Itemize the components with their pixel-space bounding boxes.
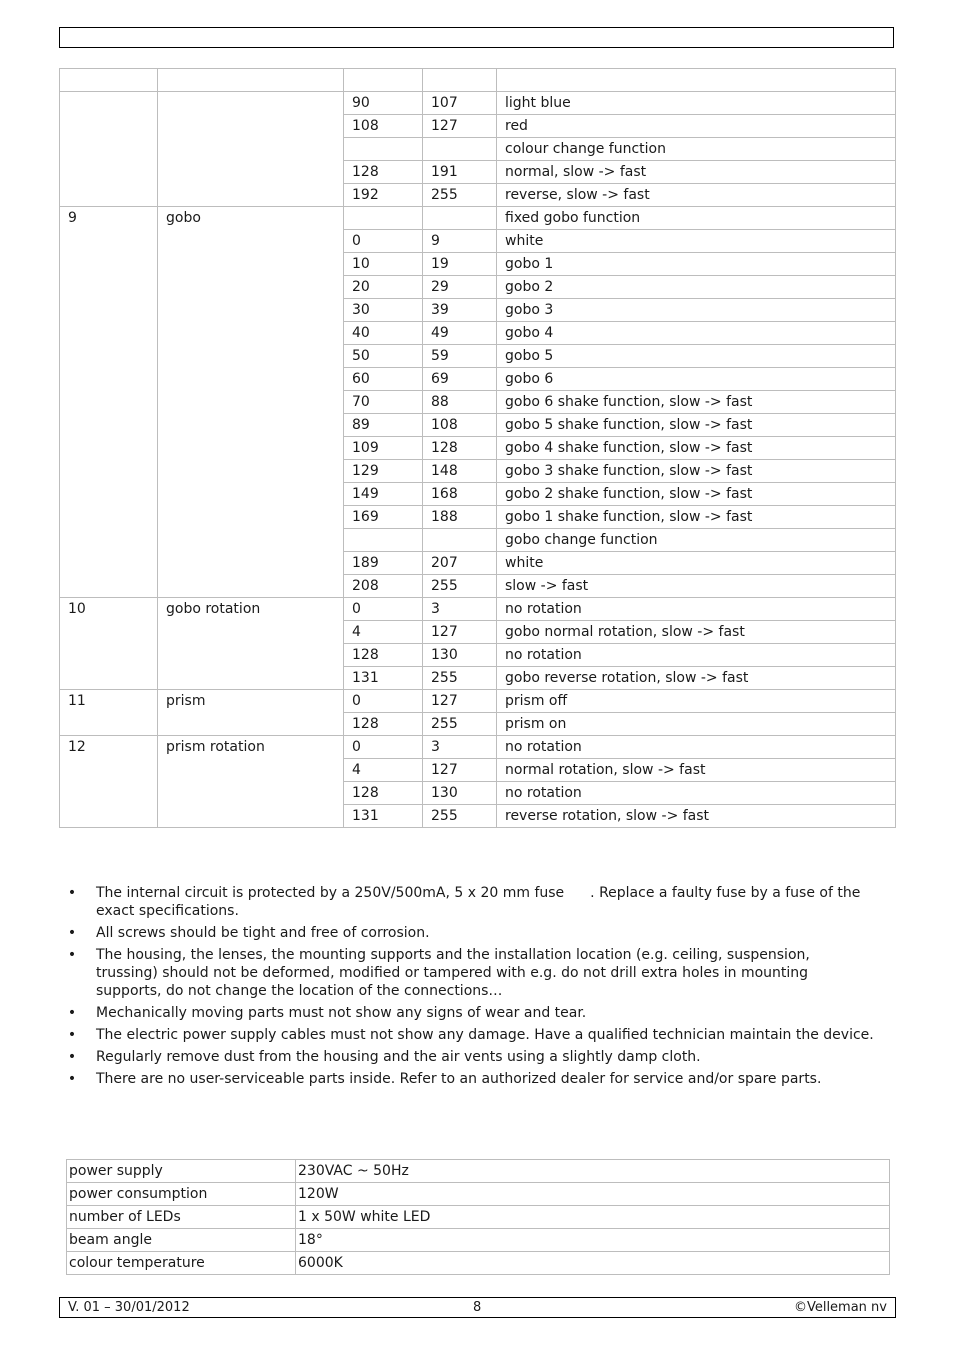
description-cell: reverse rotation, slow -> fast (497, 805, 896, 828)
to-value-cell: 255 (423, 184, 497, 207)
bullet: • (67, 1027, 77, 1043)
to-value-cell: 3 (423, 598, 497, 621)
from-value-cell: 0 (344, 598, 423, 621)
to-value-cell: 255 (423, 805, 497, 828)
spec-name-cell: number of LEDs (67, 1206, 296, 1229)
to-value-cell: 191 (423, 161, 497, 184)
from-value-cell: 109 (344, 437, 423, 460)
description-cell: gobo change function (497, 529, 896, 552)
description-cell: colour change function (497, 138, 896, 161)
from-value-cell: 20 (344, 276, 423, 299)
channel-cell: 10 (60, 598, 158, 690)
to-value-cell: 168 (423, 483, 497, 506)
bullet: • (67, 885, 77, 901)
to-value-cell: 9 (423, 230, 497, 253)
spec-name-cell: power supply (67, 1160, 296, 1183)
to-value-cell (423, 207, 497, 230)
page-footer (59, 1297, 896, 1318)
from-value-cell (344, 138, 423, 161)
table-row (60, 598, 896, 621)
description-cell: light blue (497, 92, 896, 115)
description-cell: normal rotation, slow -> fast (497, 759, 896, 782)
from-value-cell (344, 69, 423, 92)
from-value-cell: 149 (344, 483, 423, 506)
from-value-cell: 0 (344, 736, 423, 759)
description-cell: slow -> fast (497, 575, 896, 598)
description-cell: gobo 6 shake function, slow -> fast (497, 391, 896, 414)
spec-value-cell: 120W (296, 1183, 890, 1206)
to-value-cell: 29 (423, 276, 497, 299)
description-cell: gobo 4 (497, 322, 896, 345)
to-value-cell: 3 (423, 736, 497, 759)
to-value-cell: 188 (423, 506, 497, 529)
channel-cell: 9 (60, 207, 158, 598)
footer-page-number: 8 (473, 1300, 482, 1315)
from-value-cell: 128 (344, 161, 423, 184)
from-value-cell: 128 (344, 782, 423, 805)
spec-name-cell: beam angle (67, 1229, 296, 1252)
table-row (60, 207, 896, 230)
function-cell (158, 92, 344, 207)
list-item (66, 1048, 876, 1066)
from-value-cell: 169 (344, 506, 423, 529)
to-value-cell: 130 (423, 644, 497, 667)
footer-version: V. 01 – 30/01/2012 (68, 1300, 190, 1315)
description-cell (497, 69, 896, 92)
description-cell: normal, slow -> fast (497, 161, 896, 184)
to-value-cell: 19 (423, 253, 497, 276)
list-item (66, 924, 876, 942)
to-value-cell: 148 (423, 460, 497, 483)
from-value-cell (344, 529, 423, 552)
channel-cell (60, 69, 158, 92)
fuse-text-start: The internal circuit is protected by a 250V/500mA, 5 x 20 mm fuse (96, 885, 565, 901)
to-value-cell (423, 529, 497, 552)
from-value-cell: 70 (344, 391, 423, 414)
description-cell: gobo 6 (497, 368, 896, 391)
description-cell: gobo reverse rotation, slow -> fast (497, 667, 896, 690)
description-cell: no rotation (497, 782, 896, 805)
description-cell: gobo 4 shake function, slow -> fast (497, 437, 896, 460)
description-cell: white (497, 552, 896, 575)
description-cell: prism on (497, 713, 896, 736)
to-value-cell: 127 (423, 115, 497, 138)
list-item-text: The electric power supply cables must not show any damage. Have a qualified technician maintain the device. (96, 1027, 874, 1043)
from-value-cell: 10 (344, 253, 423, 276)
table-row (60, 736, 896, 759)
to-value-cell: 128 (423, 437, 497, 460)
from-value-cell: 30 (344, 299, 423, 322)
table-row (67, 1183, 890, 1206)
to-value-cell: 39 (423, 299, 497, 322)
spec-name-cell: colour temperature (67, 1252, 296, 1275)
function-cell (158, 69, 344, 92)
list-item-text: Mechanically moving parts must not show any signs of wear and tear. (96, 1005, 587, 1021)
description-cell: no rotation (497, 598, 896, 621)
list-item-text: Regularly remove dust from the housing and the air vents using a slightly damp cloth. (96, 1049, 701, 1065)
description-cell: gobo 1 shake function, slow -> fast (497, 506, 896, 529)
from-value-cell (344, 207, 423, 230)
to-value-cell: 207 (423, 552, 497, 575)
from-value-cell: 0 (344, 690, 423, 713)
to-value-cell: 127 (423, 690, 497, 713)
fuse-text-end: . Replace a faulty fuse by a fuse of the exact specifications. (96, 885, 861, 919)
spec-value-cell: 230VAC ~ 50Hz (296, 1160, 890, 1183)
from-value-cell: 108 (344, 115, 423, 138)
from-value-cell: 4 (344, 759, 423, 782)
list-item-text: There are no user-serviceable parts inside. Refer to an authorized dealer for service and/or spare parts. (96, 1071, 822, 1087)
to-value-cell: 127 (423, 759, 497, 782)
description-cell: prism off (497, 690, 896, 713)
table-row (60, 69, 896, 92)
description-cell: red (497, 115, 896, 138)
bullet: • (67, 1005, 77, 1021)
to-value-cell: 255 (423, 575, 497, 598)
bullet: • (67, 947, 77, 963)
from-value-cell: 0 (344, 230, 423, 253)
description-cell: gobo 5 shake function, slow -> fast (497, 414, 896, 437)
page-header-box (59, 27, 894, 48)
from-value-cell: 189 (344, 552, 423, 575)
description-cell: gobo 3 shake function, slow -> fast (497, 460, 896, 483)
from-value-cell: 131 (344, 805, 423, 828)
function-cell: gobo rotation (158, 598, 344, 690)
channel-cell: 12 (60, 736, 158, 828)
list-item (66, 1070, 876, 1088)
description-cell: no rotation (497, 736, 896, 759)
description-cell: fixed gobo function (497, 207, 896, 230)
table-row (67, 1252, 890, 1275)
to-value-cell (423, 138, 497, 161)
to-value-cell: 255 (423, 713, 497, 736)
maintenance-list (66, 884, 876, 1092)
spec-value-cell: 6000K (296, 1252, 890, 1275)
description-cell: gobo 1 (497, 253, 896, 276)
channel-cell (60, 92, 158, 207)
list-item (66, 884, 876, 920)
list-item-text: The housing, the lenses, the mounting supports and the installation location (e.g. ceiling, suspension, trussing) should not be deformed, modified or tampered with e.g. do not drill extra holes in mounting supports, do not change the location of the connections… (96, 947, 810, 999)
from-value-cell: 50 (344, 345, 423, 368)
table-row (60, 690, 896, 713)
to-value-cell: 108 (423, 414, 497, 437)
from-value-cell: 4 (344, 621, 423, 644)
description-cell: gobo normal rotation, slow -> fast (497, 621, 896, 644)
from-value-cell: 128 (344, 713, 423, 736)
to-value-cell: 59 (423, 345, 497, 368)
to-value-cell: 88 (423, 391, 497, 414)
function-cell: prism (158, 690, 344, 736)
function-cell: gobo (158, 207, 344, 598)
description-cell: gobo 5 (497, 345, 896, 368)
description-cell: white (497, 230, 896, 253)
footer-copyright: ©Velleman nv (793, 1300, 887, 1315)
from-value-cell: 129 (344, 460, 423, 483)
description-cell: gobo 2 shake function, slow -> fast (497, 483, 896, 506)
table-row (67, 1160, 890, 1183)
table-row (67, 1229, 890, 1252)
description-cell: gobo 3 (497, 299, 896, 322)
bullet: • (67, 925, 77, 941)
table-row (60, 92, 896, 115)
description-cell: gobo 2 (497, 276, 896, 299)
to-value-cell: 69 (423, 368, 497, 391)
from-value-cell: 60 (344, 368, 423, 391)
spec-value-cell: 1 x 50W white LED (296, 1206, 890, 1229)
list-item (66, 1004, 876, 1022)
from-value-cell: 89 (344, 414, 423, 437)
from-value-cell: 90 (344, 92, 423, 115)
from-value-cell: 131 (344, 667, 423, 690)
bullet: • (67, 1071, 77, 1087)
description-cell: reverse, slow -> fast (497, 184, 896, 207)
from-value-cell: 40 (344, 322, 423, 345)
to-value-cell: 255 (423, 667, 497, 690)
to-value-cell (423, 69, 497, 92)
dmx-channel-table (59, 68, 896, 828)
description-cell: no rotation (497, 644, 896, 667)
specifications-table (66, 1159, 890, 1275)
list-item (66, 946, 876, 1000)
bullet: • (67, 1049, 77, 1065)
to-value-cell: 107 (423, 92, 497, 115)
spec-value-cell: 18° (296, 1229, 890, 1252)
channel-cell: 11 (60, 690, 158, 736)
from-value-cell: 208 (344, 575, 423, 598)
from-value-cell: 128 (344, 644, 423, 667)
list-item-text: All screws should be tight and free of corrosion. (96, 925, 430, 941)
to-value-cell: 49 (423, 322, 497, 345)
list-item (66, 1026, 876, 1044)
to-value-cell: 127 (423, 621, 497, 644)
spec-name-cell: power consumption (67, 1183, 296, 1206)
table-row (67, 1206, 890, 1229)
from-value-cell: 192 (344, 184, 423, 207)
function-cell: prism rotation (158, 736, 344, 828)
to-value-cell: 130 (423, 782, 497, 805)
